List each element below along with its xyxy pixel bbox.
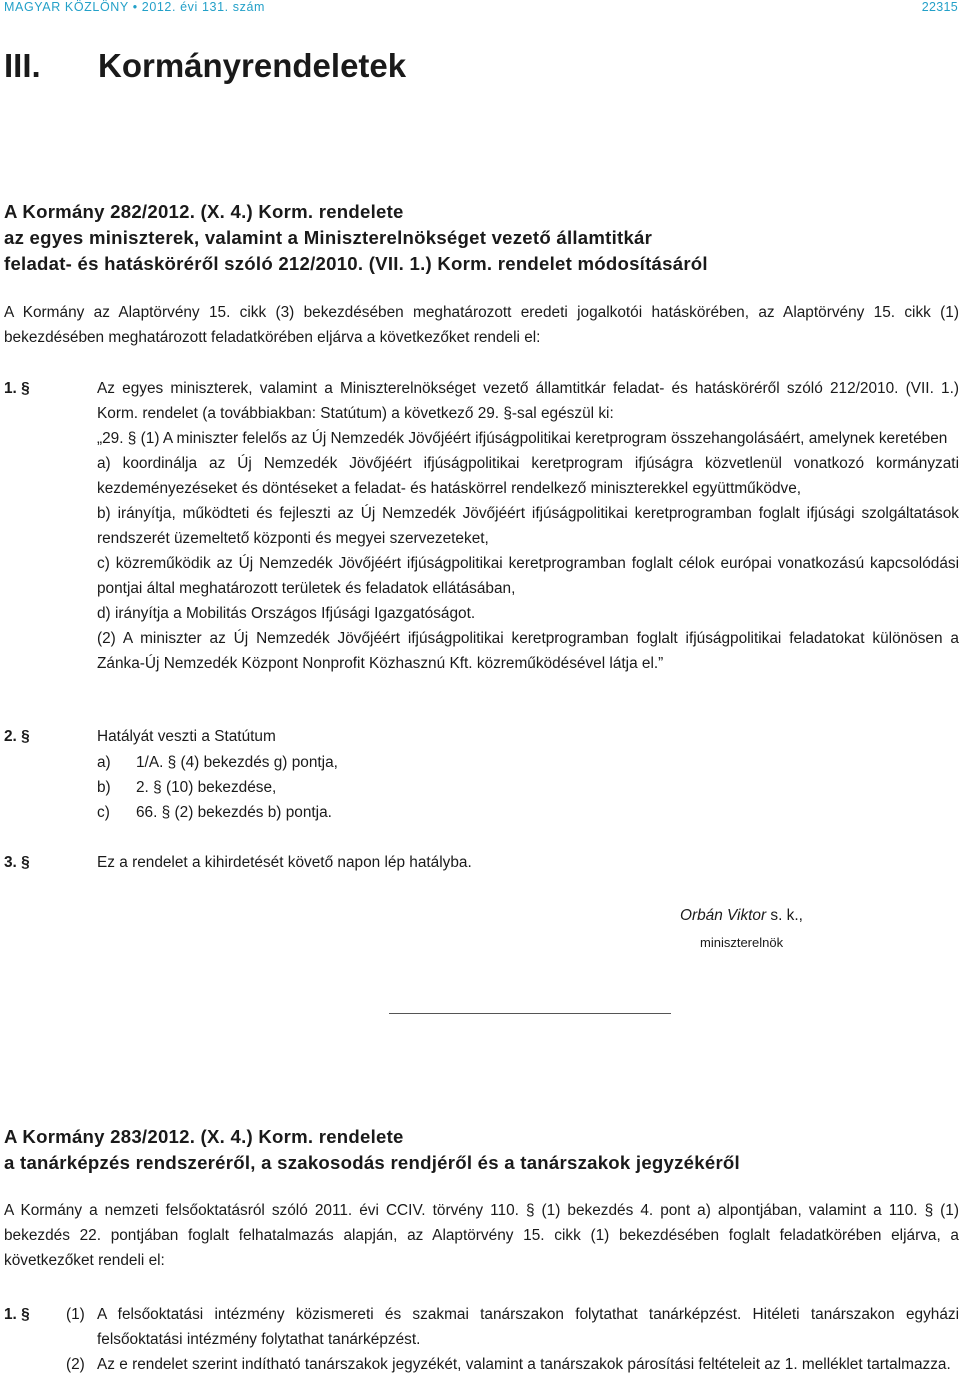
decree2-title-line-1: A Kormány 283/2012. (X. 4.) Korm. rendelete — [4, 1126, 404, 1147]
signatory-role: miniszterelnök — [700, 935, 784, 950]
quoted-29-point-d: d) irányítja a Mobilitás Országos Ifjúsági Igazgatóságot. — [97, 605, 476, 622]
section-label: 2. § — [4, 728, 30, 745]
item-label: a) — [97, 754, 111, 771]
quoted-29-point-b: b) irányítja, működteti és fejleszti az Új Nemzedék Jövőjéért ifjúságpolitikai keretprogramban foglalt ifjúsági szolgáltatások rendszerét üzemeltető központi és megyei szervezeteket, — [97, 505, 959, 547]
running-header — [4, 0, 958, 16]
section-label: 1. § — [4, 380, 30, 397]
item-text: 66. § (2) bekezdés b) pontja. — [136, 804, 332, 821]
chapter-title: Kormányrendeletek — [98, 47, 407, 84]
signatory-suffix: s. k., — [766, 907, 803, 924]
decree2-preamble: A Kormány a nemzeti felsőoktatásról szóló 2011. évi CCIV. törvény 110. § (1) bekezdés 4. pont a) alpontjában, valamint a 110. § (1) bekezdés 22. pontjában foglalt felhatalmazás alapján, az Alaptörvény 15. cikk (1) bekezdésében foglalt feladatkörében eljárva, a következőket rendeli el: — [4, 1202, 959, 1269]
section-label: 3. § — [4, 854, 30, 871]
decree1-section-2 — [4, 724, 959, 749]
decree1-title-line-2: az egyes miniszterek, valamint a Miniszterelnökséget vezető államtitkár — [4, 227, 653, 248]
section-2-text: Hatályát veszti a Statútum — [97, 728, 276, 745]
chapter-heading — [4, 46, 406, 86]
item-label: c) — [97, 804, 110, 821]
decree1-title-line-1: A Kormány 282/2012. (X. 4.) Korm. rendelete — [4, 201, 404, 222]
signature-name — [680, 903, 803, 928]
quoted-29-para-2: (2) A miniszter az Új Nemzedék Jövőjéért ifjúságpolitikai keretprogramban foglalt ifjúságpolitikai feladatokat különösen a Zánka-Új Nemzedék Központ Nonprofit Közhasznú Kft. közreműködésével látja el.” — [97, 630, 959, 672]
quoted-29-point-c: c) közreműködik az Új Nemzedék Jövőjéért ifjúságpolitikai keretprogramban foglalt célok európai vonatkozású kapcsolódási pontjai által meghatározott területek és feladatok ellátásában, — [97, 555, 959, 597]
decree1-title-line-3: feladat- és hatásköréről szóló 212/2010. (VII. 1.) Korm. rendelet módosításáról — [4, 253, 708, 274]
signatory-name: Orbán Viktor — [680, 907, 767, 924]
issue-number: 2012. évi 131. szám — [141, 0, 266, 14]
section-2-item-a — [97, 750, 338, 775]
para-2-text: Az e rendelet szerint indítható tanárszakok jegyzékét, valamint a tanárszakok párosítási feltételeit az 1. melléklet tartalmazza. — [97, 1356, 951, 1373]
journal-name: MAGYAR KÖZLÖNY — [4, 0, 129, 14]
item-text: 2. § (10) bekezdése, — [136, 779, 277, 796]
header-bullet: • — [132, 0, 138, 14]
para-1-text: A felsőoktatási intézmény közismereti és szakmai tanárszakon folytathat tanárképzést. Hitéleti tanárszakon egyházi felsőoktatási intézmény folytathat tanárképzést. — [97, 1306, 959, 1348]
section-3-text: Ez a rendelet a kihirdetését követő napon lép hatályba. — [97, 854, 472, 871]
decree1-preamble: A Kormány az Alaptörvény 15. cikk (3) bekezdésében meghatározott eredeti jogalkotói hatáskörében, az Alaptörvény 15. cikk (1) bekezdésében meghatározott feladatkörében eljárva a következőket rendeli el: — [4, 304, 959, 346]
item-text: 1/A. § (4) bekezdés g) pontja, — [136, 754, 338, 771]
decree1-section-1 — [4, 376, 959, 676]
quoted-29-para-1: „29. § (1) A miniszter felelős az Új Nemzedék Jövőjéért ifjúságpolitikai keretprogram összehangolásáért, amelynek keretében — [97, 430, 948, 447]
section-1-text: Az egyes miniszterek, valamint a Miniszterelnökséget vezető államtitkár feladat- és hatásköréről szóló 212/2010. (VII. 1.) Korm. rendelet (a továbbiakban: Statútum) a következő 29. §-sal egészül ki: — [97, 380, 959, 422]
quoted-29-point-a: a) koordinálja az Új Nemzedék Jövőjéért ifjúságpolitikai keretprogram ifjúságra közvetlenül vonatkozó kormányzati kezdeményezéseket és döntéseket a feladat- és hatáskörrel rendelkező miniszterekkel együttműködve, — [97, 455, 959, 497]
item-label: b) — [97, 779, 111, 796]
page-number: 22315 — [921, 0, 958, 14]
section-2-item-c — [97, 800, 332, 825]
decree-divider — [389, 1013, 671, 1014]
section-label: 1. § — [4, 1306, 30, 1323]
chapter-number: III. — [4, 47, 41, 84]
decree2-section-1 — [4, 1302, 959, 1377]
decree2-title-line-2: a tanárképzés rendszeréről, a szakosodás rendjéről és a tanárszakok jegyzékéről — [4, 1152, 740, 1173]
para-label: (2) — [66, 1356, 85, 1373]
para-label: (1) — [66, 1306, 85, 1323]
section-2-item-b — [97, 775, 276, 800]
decree1-section-3 — [4, 850, 959, 875]
